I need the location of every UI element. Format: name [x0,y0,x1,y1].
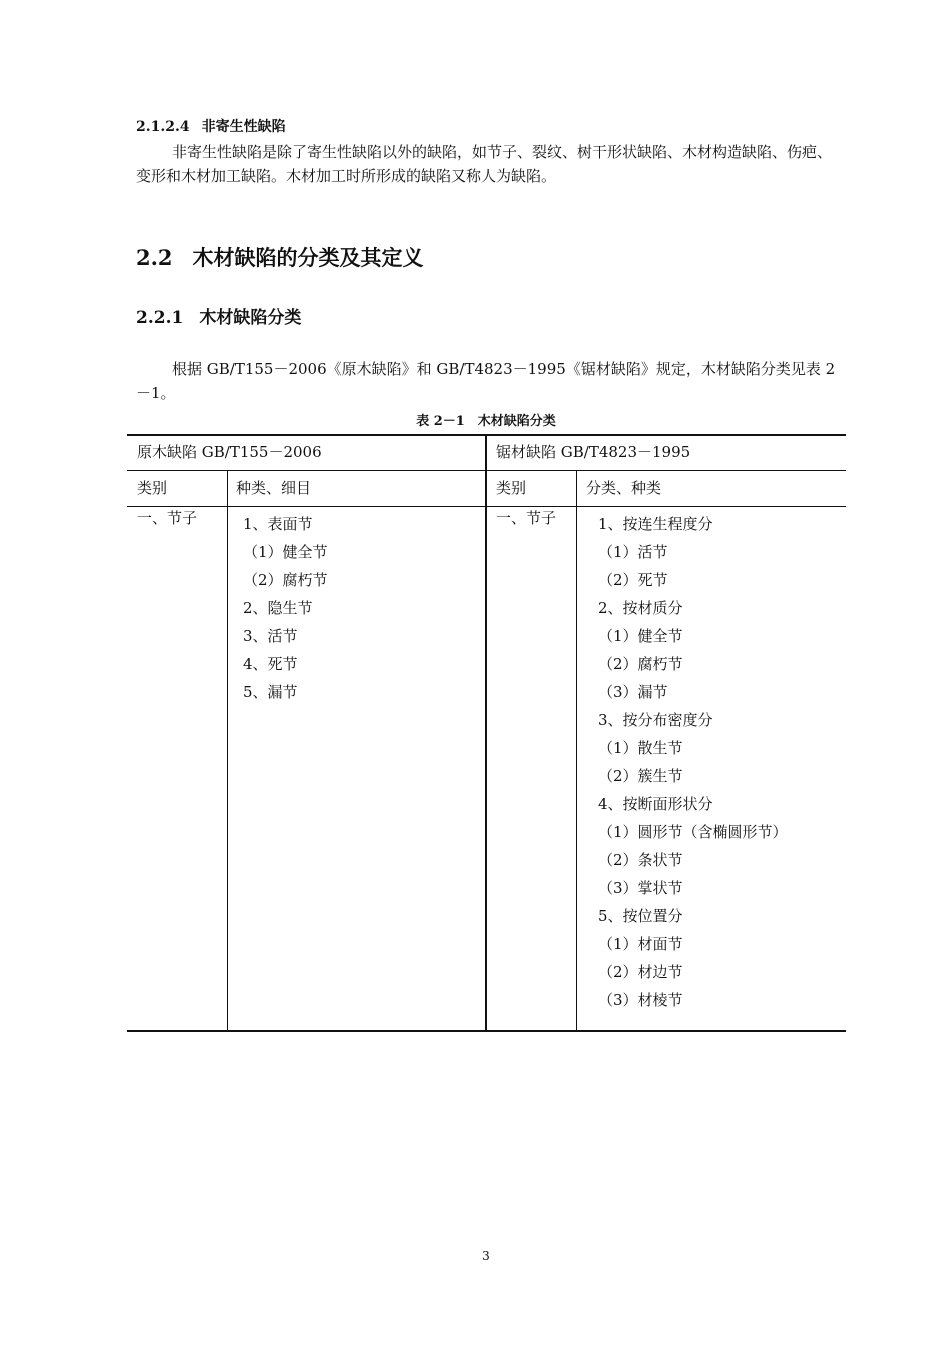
right-category-header: 类别 [496,479,527,497]
list-item: 5、按位置分 [598,907,683,925]
list-item: （3）材棱节 [598,991,683,1009]
section-number: 2.2.1 [136,308,184,328]
list-item: （2）腐朽节 [243,571,328,589]
list-item: （3）漏节 [598,683,668,701]
left-group-header: 原木缺陷 GB/T155－2006 [137,443,322,461]
section-221-paragraph: 根据 GB/T155－2006《原木缺陷》和 GB/T4823－1995《锯材缺陷》规定，木材缺陷分类见表 2－1。 [136,360,836,402]
section-title: 非寄生性缺陷 [201,119,286,135]
list-item: （1）散生节 [598,739,683,757]
right-items-header: 分类、种类 [586,479,662,497]
list-item: （2）腐朽节 [598,655,683,673]
list-item: 2、隐生节 [243,599,313,617]
list-item: 1、按连生程度分 [598,515,713,533]
section-title: 木材缺陷分类 [199,308,302,328]
defect-classification-table [127,434,846,1032]
list-item: （2）材边节 [598,963,683,981]
right-column-divider [576,471,577,1030]
right-items-list [598,510,788,1014]
list-item: （1）材面节 [598,935,683,953]
list-item: 1、表面节 [243,515,313,533]
list-item: （1）健全节 [243,543,328,561]
page-number: 3 [482,1249,490,1263]
table-bottom-rule [127,1030,846,1032]
list-item: （1）活节 [598,543,668,561]
list-item: 4、死节 [243,655,298,673]
section-2124-heading [136,116,286,136]
list-item: （2）条状节 [598,851,683,869]
left-category-header: 类别 [137,479,168,497]
section-number: 2.2 [136,245,173,270]
list-item: （3）掌状节 [598,879,683,897]
list-item: 3、活节 [243,627,298,645]
list-item: 3、按分布密度分 [598,711,713,729]
left-items-header: 种类、细目 [236,479,312,497]
left-items-list [243,510,328,706]
section-2124-paragraph: 非寄生性缺陷是除了寄生性缺陷以外的缺陷，如节子、裂纹、树干形状缺陷、木材构造缺陷、伤疤、变形和木材加工缺陷。木材加工时所形成的缺陷又称人为缺陷。 [136,143,833,185]
list-item: （1）圆形节（含椭圆形节） [598,823,788,841]
list-item: （2）死节 [598,571,668,589]
section-title: 木材缺陷的分类及其定义 [192,245,424,270]
list-item: （2）簇生节 [598,767,683,785]
list-item: 2、按材质分 [598,599,683,617]
section-221-heading [136,303,301,328]
right-group-header: 锯材缺陷 GB/T4823－1995 [496,443,691,461]
right-category-cell: 一、节子 [496,509,557,527]
section-number: 2.1.2.4 [136,119,190,135]
left-category-cell: 一、节子 [137,509,198,527]
table-caption: 表 2－1 木材缺陷分类 [416,414,556,429]
left-column-divider [227,471,228,1030]
list-item: （1）健全节 [598,627,683,645]
list-item: 4、按断面形状分 [598,795,713,813]
section-22-heading [136,242,424,272]
center-divider [485,436,487,1030]
list-item: 5、漏节 [243,683,298,701]
